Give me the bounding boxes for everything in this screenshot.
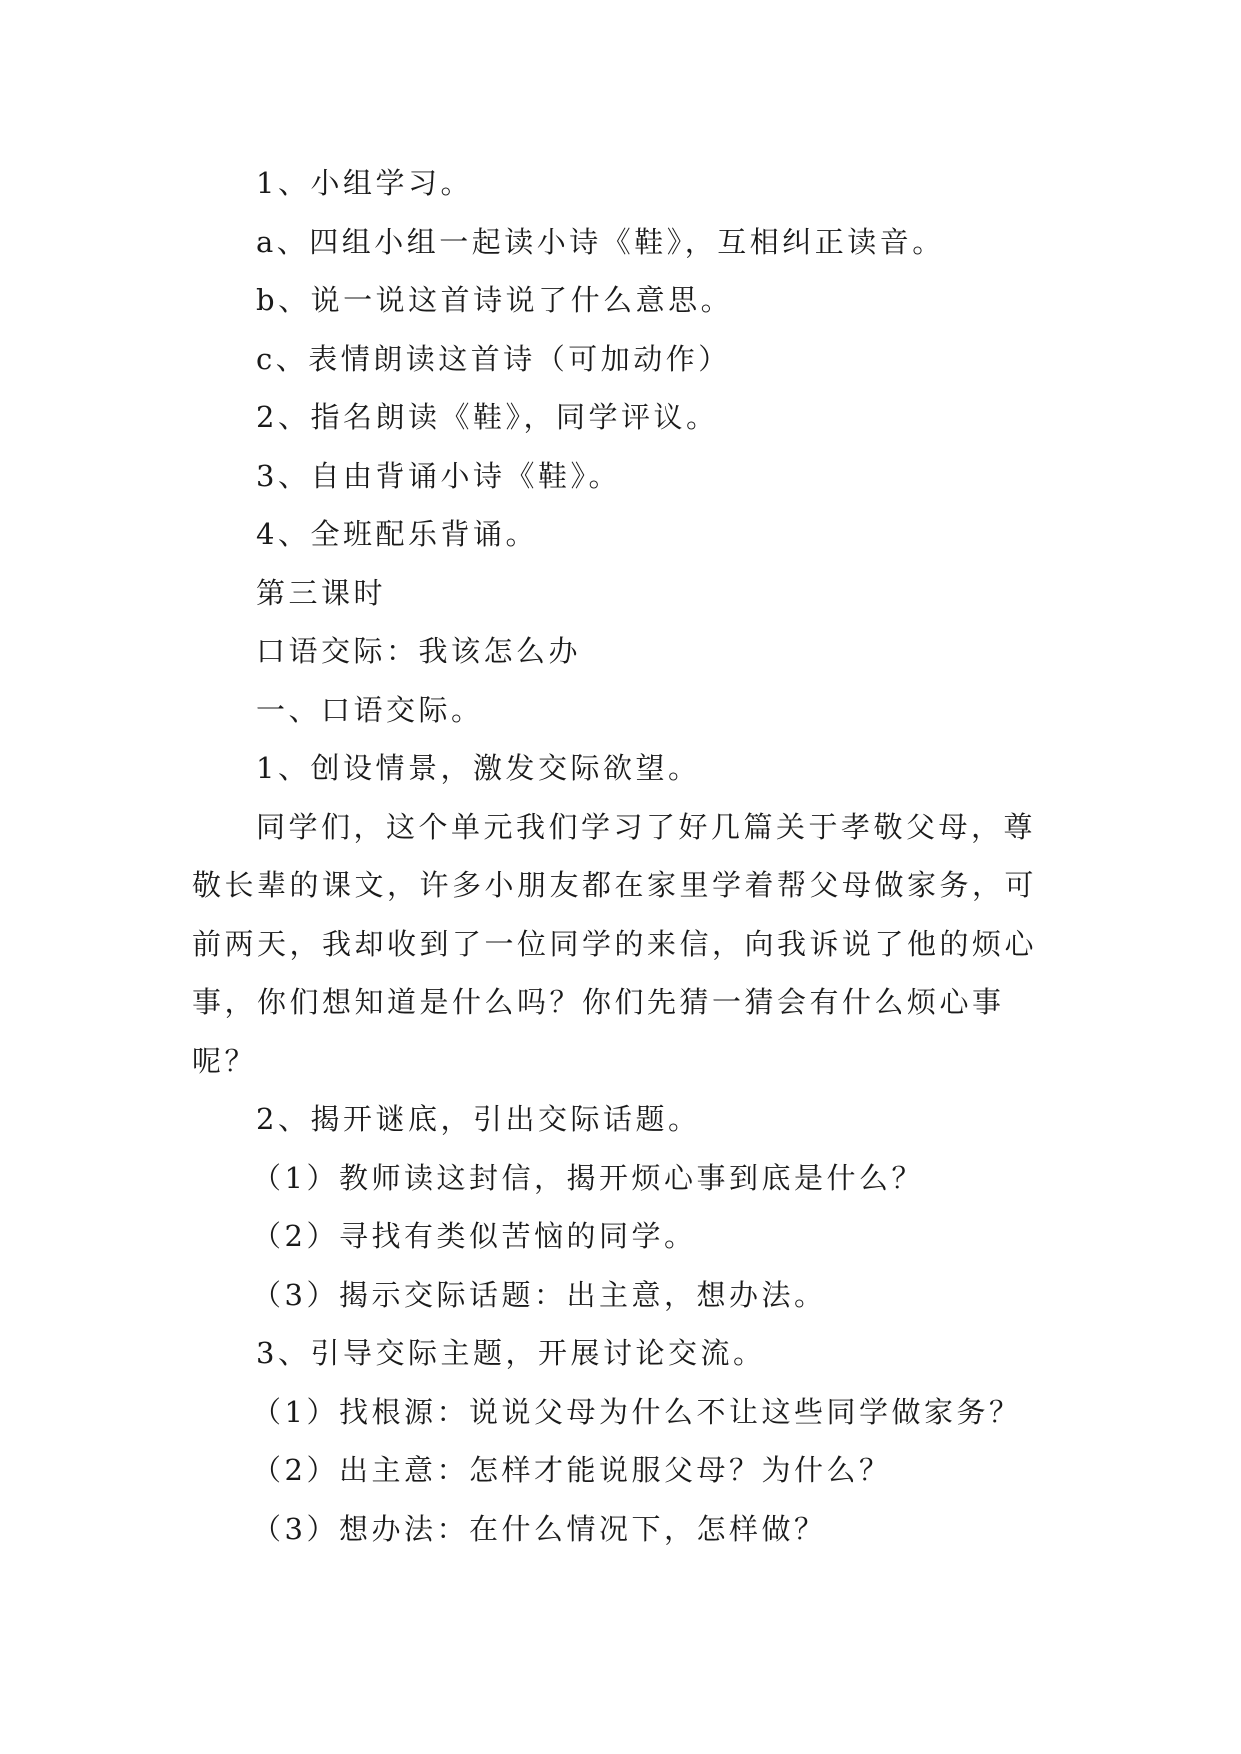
text-line: （3）揭示交际话题：出主意，想办法。 xyxy=(252,1277,827,1312)
text-line: （2）出主意：怎样才能说服父母？为什么？ xyxy=(252,1453,892,1487)
section-subheading: 口语交际：我该怎么办 xyxy=(256,634,582,668)
text-line: 1、创设情景，激发交际欲望。 xyxy=(256,751,701,785)
text-line: 2、揭开谜底，引出交际话题。 xyxy=(256,1102,701,1136)
text-line: 3、自由背诵小诗《鞋》。 xyxy=(256,458,621,493)
text-line: （3）想办法：在什么情况下，怎样做？ xyxy=(252,1511,827,1546)
text-line: a、四组小组一起读小诗《鞋》，互相纠正读音。 xyxy=(256,224,945,259)
paragraph-line: 事，你们想知道是什么吗？你们先猜一猜会有什么烦心事 xyxy=(192,985,1005,1019)
text-line: 1、小组学习。 xyxy=(256,166,473,200)
paragraph-line: 同学们，这个单元我们学习了好几篇关于孝敬父母，尊 xyxy=(256,809,1037,844)
text-line: （1）教师读这封信，揭开烦心事到底是什么？ xyxy=(252,1160,924,1195)
text-line: （1）找根源：说说父母为什么不让这些同学做家务？ xyxy=(252,1394,1022,1429)
text-line: 一、口语交际。 xyxy=(256,692,484,727)
text-line: c、表情朗读这首诗（可加动作） xyxy=(256,341,731,376)
paragraph-line: 前两天，我却收到了一位同学的来信，向我诉说了他的烦心 xyxy=(192,926,1038,961)
text-line: （2）寻找有类似苦恼的同学。 xyxy=(252,1219,697,1253)
body-paragraph xyxy=(192,798,1050,1091)
text-line: 2、指名朗读《鞋》，同学评议。 xyxy=(256,400,719,434)
document-body xyxy=(192,154,1050,1558)
paragraph-line: 敬长辈的课文，许多小朋友都在家里学着帮父母做家务，可 xyxy=(192,868,1038,902)
text-line: b、说一说这首诗说了什么意思。 xyxy=(256,283,734,317)
paragraph-line: 呢？ xyxy=(192,1043,258,1078)
text-line: 3、引导交际主题，开展讨论交流。 xyxy=(256,1336,766,1370)
section-heading: 第三课时 xyxy=(256,575,387,610)
text-line: 4、全班配乐背诵。 xyxy=(256,517,538,551)
